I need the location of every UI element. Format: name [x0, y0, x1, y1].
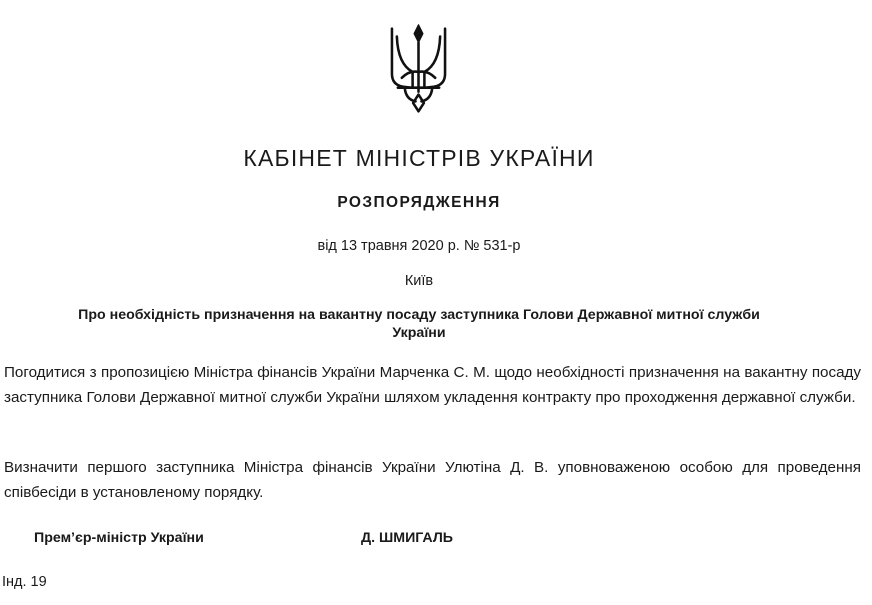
body-paragraph-1: Погодитися з пропозицією Міністра фінансів України Марченка С. М. щодо необхідності призначення на вакантну посаду заступника Голови Державної митної служби України шляхом укладення контракту про проходження державної служби.	[4, 364, 861, 406]
body-paragraph-2: Визначити першого заступника Міністра фінансів України Улютіна Д. В. уповноваженою особою для проведення співбесіди в установленому порядку.	[4, 459, 861, 501]
ukraine-trident-emblem-icon	[389, 22, 448, 114]
document-index: Інд. 19	[2, 574, 47, 590]
document-title: Про необхідність призначення на вакантну посаду заступника Голови Державної митної служби України	[78, 307, 760, 341]
cabinet-heading: КАБІНЕТ МІНІСТРІВ УКРАЇНИ	[243, 145, 595, 171]
signature-name: Д. ШМИГАЛЬ	[361, 530, 453, 546]
document-date-number: від 13 травня 2020 р. № 531-р	[317, 238, 521, 254]
document-city: Київ	[404, 273, 434, 289]
signature-position: Прем’єр-міністр України	[34, 530, 204, 546]
document-type: РОЗПОРЯДЖЕННЯ	[337, 194, 501, 211]
